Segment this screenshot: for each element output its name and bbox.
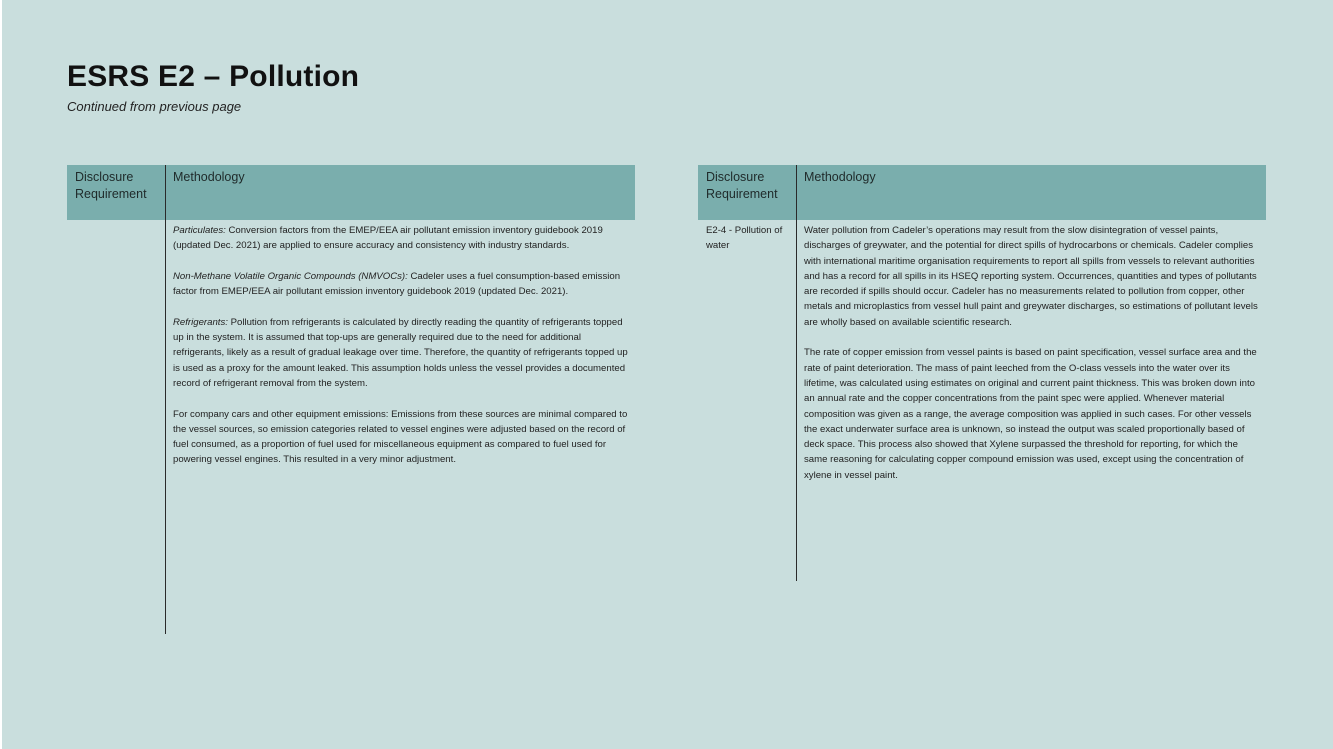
methodology-paragraph-refrigerants [173, 315, 631, 391]
methodology-paragraph-water-pollution [804, 223, 1262, 330]
methodology-paragraph-nmvocs [173, 269, 631, 300]
methodology-paragraph-company-cars [173, 407, 631, 468]
table-row [698, 220, 1266, 581]
methodology-paragraph-copper-emission [804, 345, 1262, 483]
row-methodology [796, 220, 1266, 581]
row-requirement: E2-4 - Pollution of water [706, 225, 783, 252]
table-header [67, 165, 635, 220]
row-requirement [67, 220, 165, 634]
page-title: ESRS E2 – Pollution [67, 60, 360, 93]
page-subtitle: Continued from previous page [67, 99, 242, 114]
methodology-paragraph-particulates [173, 223, 631, 254]
row-methodology [165, 220, 635, 634]
paragraph-text: The rate of copper emission from vessel paints is based on paint specification, vessel surface area and the rate of paint deterioration. The mass of paint leeched from the O-class vessels into the water over its lifetime, was calculated using estimates on original and current paint thickness. This was broken down into an annual rate and the copper concentrations from the paint spec were applied. Whenever material composition was given as a range, the average composition was applied in such cases. For other vessels the exact underwater surface area is unknown, so instead the output was scaled proportionally based of deck space. This process also showed that Xylene surpassed the threshold for reporting, for which the same reasoning for calculating copper compound emission was used, except using the concentration of xylene in vessel paint. [804, 347, 1257, 481]
paragraph-lead: Non-Methane Volatile Organic Compounds (NMVOCs): [173, 270, 408, 282]
paragraph-text: For company cars and other equipment emissions: Emissions from these sources are minimal compared to the vessel sources, so emission categories related to vessel engines were adjusted based on the record of fuel consumed, as a proportion of fuel used for miscellaneous equipment as compared to fuel used for powering vessel engines. This resulted in a very minor adjustment. [173, 408, 628, 466]
page-edge-divider [0, 0, 2, 749]
paragraph-lead: Refrigerants: [173, 316, 228, 328]
paragraph-lead: Particulates: [173, 225, 226, 236]
header-methodology: Methodology [796, 165, 1266, 220]
table-row [67, 220, 635, 634]
header-disclosure-requirement: Disclosure Requirement [706, 170, 778, 201]
table-header [698, 165, 1266, 220]
methodology-table-right [698, 165, 1266, 581]
paragraph-text: Pollution from refrigerants is calculated by directly reading the quantity of refrigerants topped up in the system. It is assumed that top-ups are generally required due to the need for additional refrigerants, likely as a result of gradual leakage over time. Therefore, the quantity of refrigerants topped up is used as a proxy for the amount leaked. This assumption holds unless the vessel provides a documented record of refrigerant removal from the system. [173, 316, 628, 389]
paragraph-text: Conversion factors from the EMEP/EEA air pollutant emission inventory guidebook 2019 (updated Dec. 2021) are applied to ensure accuracy and consistency with industry standards. [173, 225, 603, 252]
header-disclosure-requirement: Disclosure Requirement [75, 170, 147, 201]
paragraph-text: Water pollution from Cadeler’s operations may result from the slow disintegration of vessel paints, discharges of greywater, and the potential for direct spills of hydrocarbons or chemicals. Cadeler complies with international maritime organisation requirements to report all spills from vessels to relevant authorities and has a record for all spills in its HSEQ reporting system. Occurrences, quantities and types of pollutants are recorded if spills should occur. Cadeler has no measurements related to pollution from copper, other metals and microplastics from vessel hull paint and greywater discharges, so estimations of pollutant levels are wholly based on available scientific research. [804, 225, 1258, 328]
paragraph-text: Cadeler uses a fuel consumption-based emission factor from EMEP/EEA air pollutant emission inventory guidebook 2019 (updated Dec. 2021). [173, 270, 621, 298]
methodology-table-left [67, 165, 635, 634]
header-methodology: Methodology [165, 165, 635, 220]
